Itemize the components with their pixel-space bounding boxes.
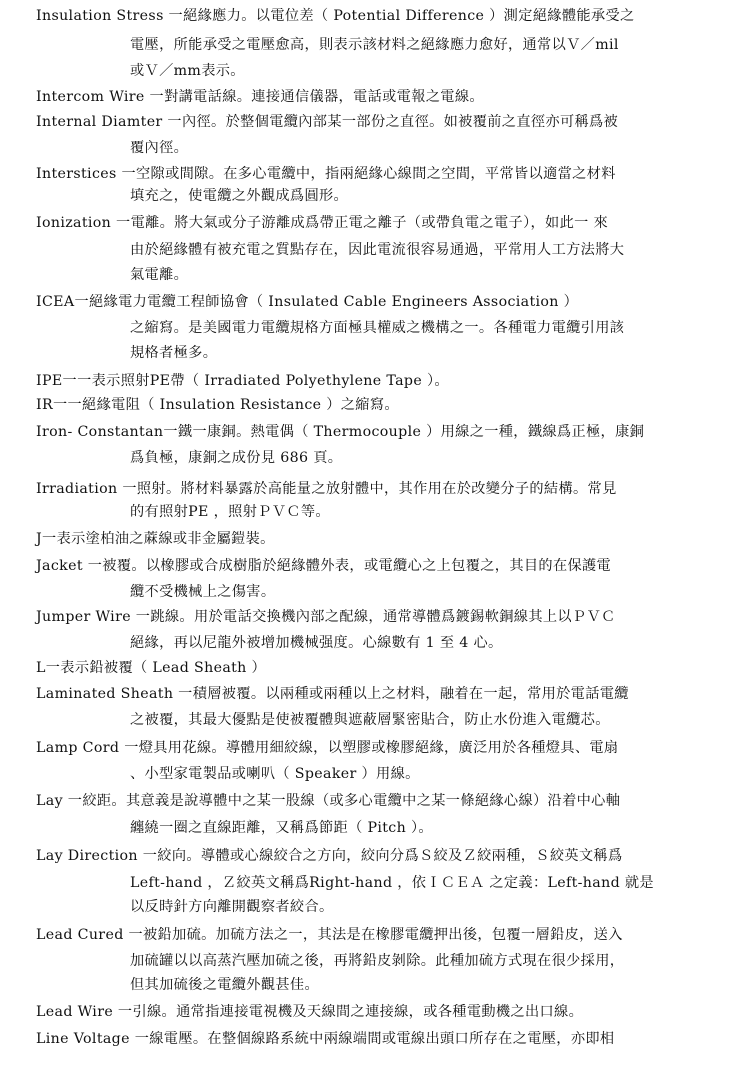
glossary-continuation-line: 或Ｖ／mm表示。 — [130, 63, 245, 79]
glossary-continuation-line: 、小型家電製品或喇叭（ Speaker ）用線。 — [130, 766, 420, 782]
glossary-entry-line: Iron- Constantan一鐵一康銅。熱電偶（ Thermocouple ）用線之一種，鐵線爲正極，康銅 — [36, 424, 645, 440]
glossary-continuation-line: 爲負極，康銅之成份見 686 頁。 — [130, 450, 343, 466]
glossary-entry-line: Laminated Sheath 一積層被覆。以兩種或兩種以上之材料，融着在一起，常用於電話電纜 — [36, 686, 629, 702]
glossary-continuation-line: 絕緣，再以尼龍外被增加機械强度。心線數有 1 至 4 心。 — [130, 635, 503, 651]
glossary-continuation-line: 填充之，使電纜之外觀成爲圓形。 — [130, 188, 349, 204]
glossary-entry-line: Line Voltage 一線電壓。在整個線路系統中兩線端間或電線出頭口所存在之電壓，亦即相 — [36, 1031, 615, 1047]
glossary-continuation-line: 由於絕緣體有被充電之質點存在，因此電流很容易通過，平常用人工方法將大 — [130, 242, 625, 258]
glossary-entry-line: IR一一絕緣電阻（ Insulation Resistance ）之縮寫。 — [36, 397, 399, 413]
glossary-entry-line: Insulation Stress 一絕緣應力。以電位差（ Potential Difference ）測定絕緣體能承受之 — [36, 8, 635, 24]
glossary-continuation-line: 規格者極多。 — [130, 345, 218, 361]
glossary-entry-line: Ionization 一電離。將大氣或分子游離成爲帶正電之離子（或帶負電之電子），如此一 來 — [36, 215, 609, 231]
glossary-continuation-line: 但其加硫後之電纜外觀甚佳。 — [130, 977, 319, 993]
glossary-entry-line: L一表示鉛被覆（ Lead Sheath ） — [36, 660, 267, 676]
glossary-continuation-line: 電壓，所能承受之電壓愈高，則表示該材料之絕緣應力愈好，通常以Ｖ／mil — [130, 37, 619, 53]
glossary-continuation-line: 氣電離。 — [130, 267, 189, 283]
glossary-entry-line: Irradiation 一照射。將材料暴露於高能量之放射體中，其作用在於改變分子的結構。常見 — [36, 481, 617, 497]
glossary-entry-line: Jumper Wire 一跳線。用於電話交換機內部之配線，通常導體爲鍍錫軟銅線其上以ＰＶＣ — [36, 609, 616, 625]
glossary-continuation-line: 加硫罐以以高蒸汽壓加硫之後，再將鉛皮剝除。此種加硫方式現在很少採用， — [130, 953, 625, 969]
glossary-continuation-line: 的有照射PE ，照射ＰＶＣ等。 — [130, 504, 330, 520]
glossary-entry-line: Intercom Wire 一對講電話線。連接通信儀器，電話或電報之電線。 — [36, 89, 484, 105]
glossary-entry-line: Lay Direction 一絞向。導體或心線絞合之方向，絞向分爲Ｓ絞及Ｚ絞兩種，Ｓ絞英文稱爲 — [36, 848, 623, 864]
glossary-entry-line: Lead Wire 一引線。通常指連接電視機及天線間之連接線，或各種電動機之出口線。 — [36, 1004, 584, 1020]
glossary-entry-line: Jacket 一被覆。以橡膠或合成樹脂於絕緣體外表，或電纜心之上包覆之，其目的在保護電 — [36, 558, 612, 574]
glossary-continuation-line: 纏繞一圈之直線距離，又稱爲節距（ Pitch ）。 — [130, 820, 433, 836]
glossary-continuation-line: 纜不受機械上之傷害。 — [130, 584, 276, 600]
glossary-entry-line: ICEA一絕緣電力電纜工程師協會（ Insulated Cable Engineers Association ） — [36, 294, 579, 310]
glossary-continuation-line: 之縮寫。是美國電力電纜規格方面極具權威之機構之一。各種電力電纜引用該 — [130, 320, 625, 336]
glossary-entry-line: Lay 一絞距。其意義是說導體中之某一股線（或多心電纜中之某一條絕緣心線）沿着中心軸 — [36, 793, 621, 809]
glossary-entry-line: Lamp Cord 一燈具用花線。導體用細絞線，以塑膠或橡膠絕緣，廣泛用於各種燈具、電扇 — [36, 740, 619, 756]
glossary-entry-line: Internal Diamter 一內徑。於整個電纜內部某一部份之直徑。如被覆前之直徑亦可稱爲被 — [36, 114, 619, 130]
glossary-entry-line: Lead Cured 一被鉛加硫。加硫方法之一，其法是在橡膠電纜押出後，包覆一層鉛皮，送入 — [36, 927, 623, 943]
glossary-continuation-line: 以反時針方向離開觀察者絞合。 — [130, 899, 334, 915]
glossary-entry-line: IPE一一表示照射PE帶（ Irradiated Polyethylene Tape ）。 — [36, 373, 449, 389]
glossary-continuation-line: 之被覆，其最大優點是使被覆體與遮蔽層緊密貼合，防止水份進入電纜芯。 — [130, 712, 610, 728]
glossary-entry-line: J一表示塗柏油之蔴線或非金屬鎧裝。 — [36, 531, 275, 547]
glossary-continuation-line: Left-hand ，Ｚ絞英文稱爲Right-hand ，依ＩＣＥＡ 之定義：Left-hand 就是 — [130, 875, 654, 891]
glossary-continuation-line: 覆內徑。 — [130, 140, 189, 156]
glossary-entry-line: Interstices 一空隙或間隙。在多心電纜中，指兩絕緣心線間之空間，平常皆以適當之材料 — [36, 166, 616, 182]
